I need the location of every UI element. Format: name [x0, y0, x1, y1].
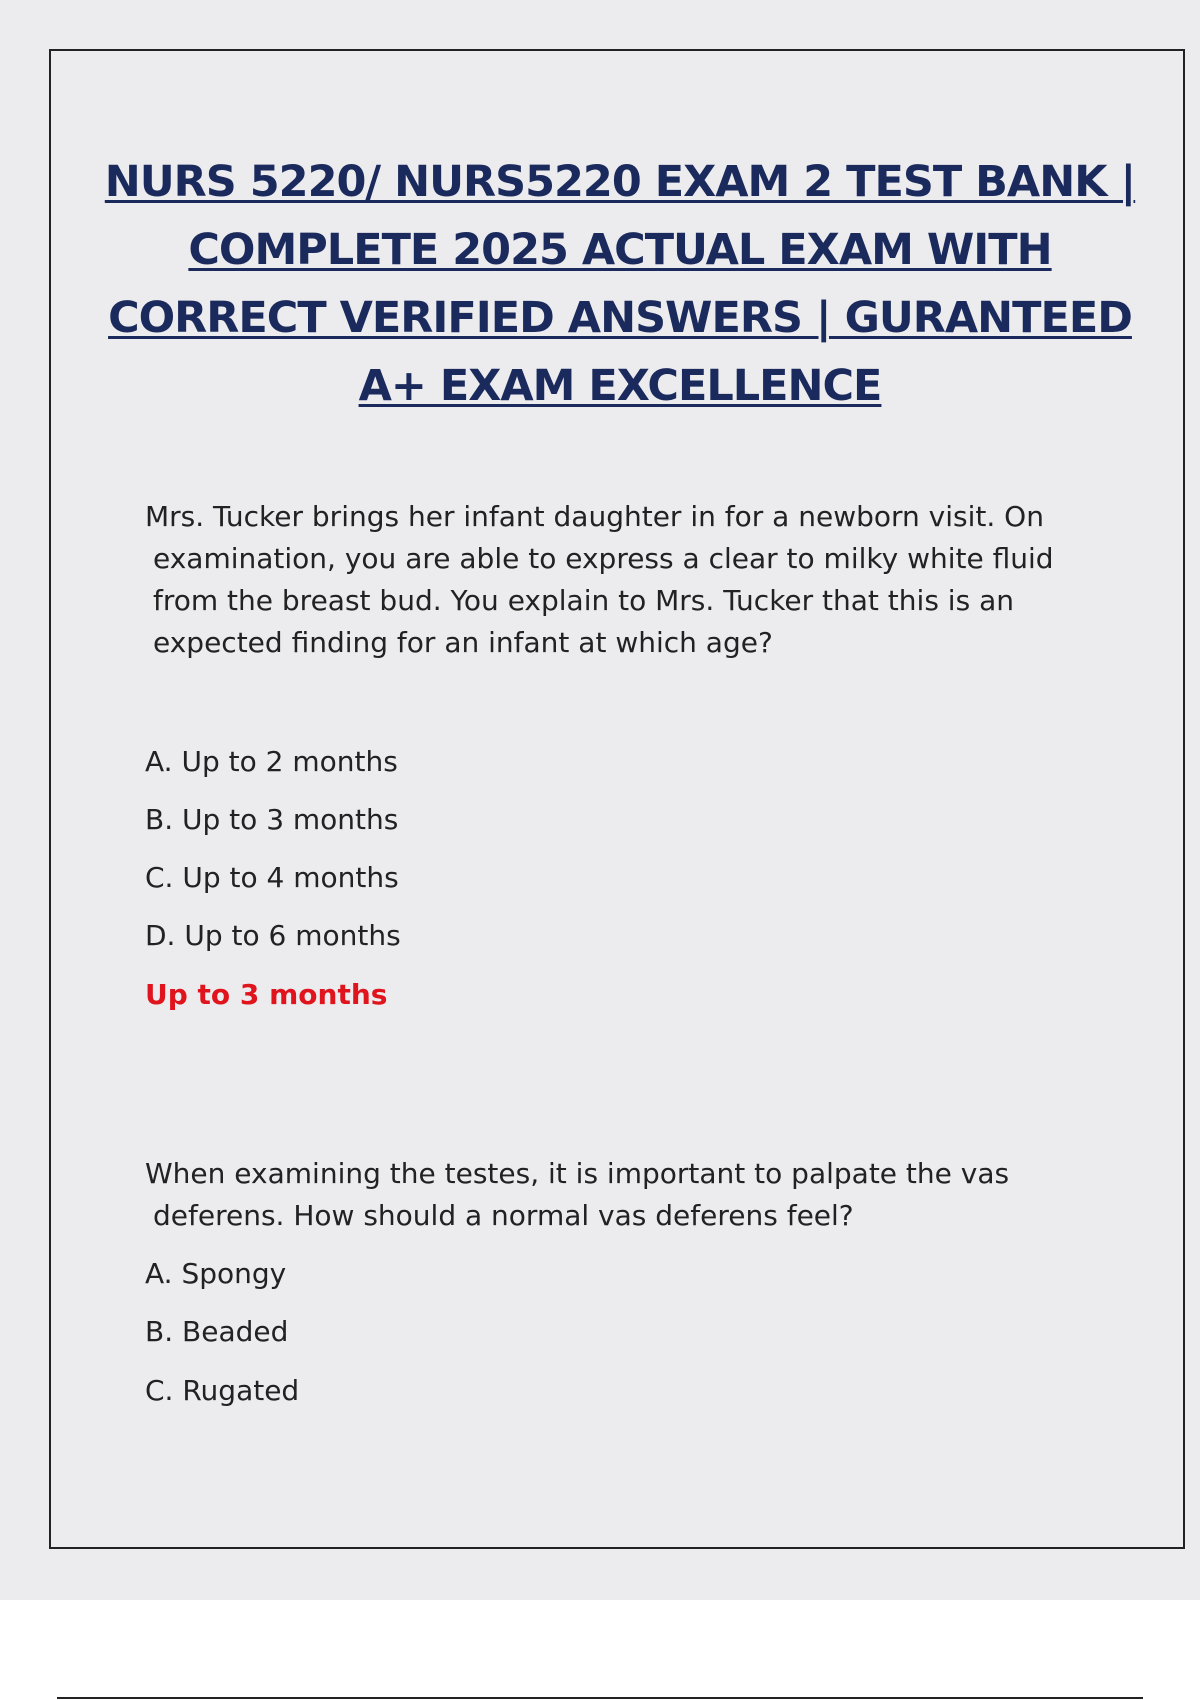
document-title: NURS 5220/ NURS5220 EXAM 2 TEST BANK | COMPLETE 2025 ACTUAL EXAM WITH CORRECT VERIFIED ANSWERS | GURANTEED A+ EXAM EXCELLENCE	[104, 157, 1136, 411]
question-2-text: When examining the testes, it is important to palpate the vas deferens. How should a normal vas deferens feel?	[145, 1157, 1010, 1232]
question-1-option-a: A. Up to 2 months	[145, 745, 398, 778]
question-2-option-c: C. Rugated	[145, 1374, 300, 1407]
question-1-option-b: B. Up to 3 months	[145, 803, 399, 836]
footer-rule	[57, 1697, 1143, 1699]
question-1-answer: Up to 3 months	[145, 978, 388, 1011]
question-1-option-c: C. Up to 4 months	[145, 861, 399, 894]
question-2-option-a: A. Spongy	[145, 1257, 287, 1290]
question-1-text: Mrs. Tucker brings her infant daughter in for a newborn visit. On examination, you are able to express a clear to milky white fluid from the breast bud. You explain to Mrs. Tucker that this is an expected finding for an infant at which age?	[145, 500, 1054, 659]
question-2-option-b: B. Beaded	[145, 1315, 289, 1348]
question-1-option-d: D. Up to 6 months	[145, 919, 401, 952]
